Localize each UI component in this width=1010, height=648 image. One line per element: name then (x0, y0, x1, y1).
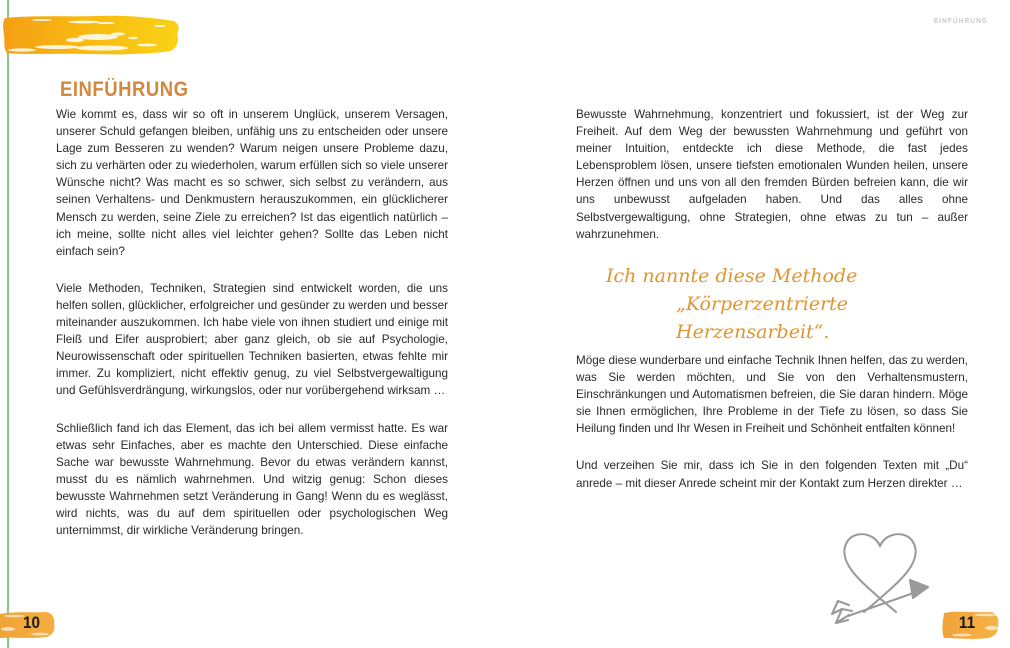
pull-quote-line-1: Ich nannte diese Methode (606, 265, 858, 287)
page-number-right (942, 610, 1000, 640)
chapter-title: EINFÜHRUNG (60, 78, 189, 101)
pull-quote (576, 262, 972, 346)
page-number-left (0, 610, 58, 640)
paragraph: Bewusste Wahrnehmung, konzentriert und fokussiert, ist der Weg zur Freiheit. Auf dem Weg der bewussten Wahrnehmung und geführt von meiner Intuition, entdeckte ich diese Methode, die fast jedes Lebensproblem lösen, unsere tiefsten emotionalen Wunden heilen, unsere Herzen öffnen und uns von all den fremden Bürden befreien kann, die wir uns unbewusst aufgeladen haben. Und das alles ohne Selbstvergewaltigung, ohne Strategien, ohne etwas zu tun – außer wahrzunehmen. (576, 108, 968, 241)
heart-with-arrow-icon (818, 528, 950, 630)
brush-stroke-decoration (2, 14, 182, 67)
paragraph: Schließlich fand ich das Element, das ich bei allem vermisst hatte. Es war etwas sehr Einfaches, aber es machte den Unterschied. Diese einfache Sache war bewusste Wahrnehmung. Bevor du etwas verändern kannst, musst du es nämlich wahrnehmen. Und witzig genug: Schon dieses bewusste Wahrnehmen setzt Veränderung in Gang! Wenn du es weglässt, wird nichts, was du auf dem spirituellen oder psychologischen Weg unternimmst, dir wirkliche Veränderung bringen. (56, 421, 448, 538)
paragraph: Und verzeihen Sie mir, dass ich Sie in den folgenden Texten mit „Du“ anrede – mit dieser Anrede scheint mir der Kontakt zum Herzen direkter … (576, 459, 968, 490)
paragraph: Wie kommt es, dass wir so oft in unserem Unglück, unserem Versagen, unserer Schuld gefangen bleiben, unfähig uns zu entscheiden oder unsere Lage zum Besseren zu wenden? Warum neigen unsere Probleme dazu, sich zu verhärten oder zu wiederholen, warum erfüllen sich so viele unserer Wünsche nicht? Was macht es so schwer, sich selbst zu verändern, aus seinen Verhaltens- und Denkmustern herauszukommen, ein glücklicherer Mensch zu werden, seine Ziele zu erreichen? Ist das eigentlich natürlich – ich meine, sollte nicht alles viel leichter gehen? Sollte das Leben nicht einfach sein? (56, 108, 448, 258)
pull-quote-line-2: „Körperzentrierte Herzensarbeit“. (676, 293, 849, 343)
page-edge-green-line (7, 0, 9, 648)
left-page-text-column (56, 106, 448, 539)
right-page-text-column-bottom (576, 352, 968, 492)
page-number-value: 11 (958, 613, 976, 632)
right-page-text-column-top (576, 106, 968, 243)
paragraph: Viele Methoden, Techniken, Strategien sind entwickelt worden, die uns helfen sollen, glücklicher, erfolgreicher und gesünder zu werden und besser miteinander auszukommen. Ich habe viele von ihnen studiert und einige mit Fleiß und Eifer ausprobiert; aber ganz gleich, ob sie auf Psychologie, Neurowissenschaft oder spirituellen Techniken basierten, etwas fehlte mir immer. Zu kompliziert, nicht effektiv genug, zu viel Selbstvergewaltigung und Gefühlsverdrängung, wirkungslos, oder nur vorübergehend wirksam … (56, 281, 448, 398)
page-number-value: 10 (22, 613, 40, 632)
paragraph: Möge diese wunderbare und einfache Technik Ihnen helfen, das zu werden, was Sie werden möchten, und Sie von den Verhaltensmustern, Einschränkungen und Automatismen befreien, die Sie daran hindern. Möge sie Ihnen ermöglichen, Ihre Probleme in der Tiefe zu lösen, so dass Sie Heilung finden und Ihr Wesen in Freiheit und Schönheit entfalten können! (576, 354, 968, 436)
running-head: EINFÜHRUNG (933, 16, 988, 25)
